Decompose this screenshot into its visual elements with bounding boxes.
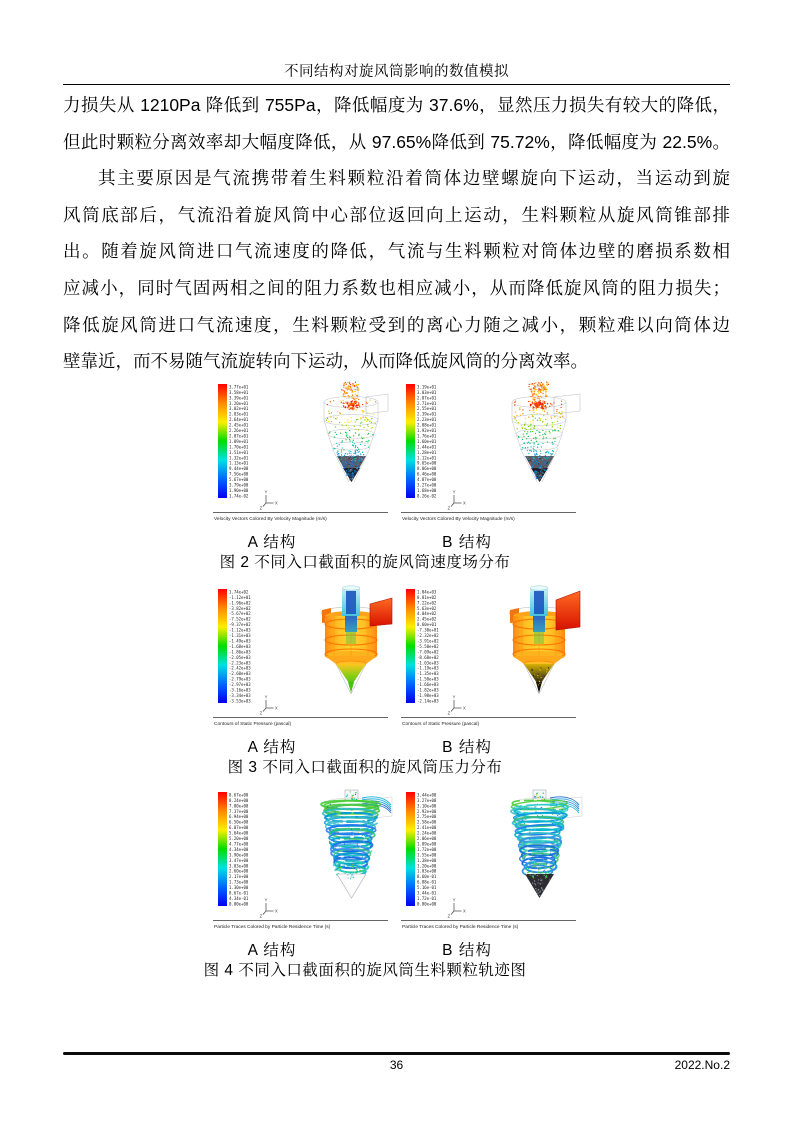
svg-text:-8.68e+02: -8.68e+02 xyxy=(417,654,439,660)
svg-text:3.39e+01: 3.39e+01 xyxy=(229,395,249,401)
svg-text:-1.98e+03: -1.98e+03 xyxy=(417,692,439,698)
svg-text:4.34e-01: 4.34e-01 xyxy=(229,895,249,901)
svg-text:7.80e+00: 7.80e+00 xyxy=(229,803,249,809)
svg-text:2.83e+01: 2.83e+01 xyxy=(229,411,249,417)
svg-text:1.72e+00: 1.72e+00 xyxy=(417,846,437,852)
svg-text:Contours of Static Pressure (p: Contours of Static Pressure (pascal) xyxy=(214,722,292,727)
svg-text:2.71e+01: 2.71e+01 xyxy=(417,400,437,406)
svg-text:5.63e+02: 5.63e+02 xyxy=(417,605,437,611)
svg-text:2.60e+00: 2.60e+00 xyxy=(229,868,249,874)
svg-text:6.94e+00: 6.94e+00 xyxy=(229,814,249,820)
svg-text:-3.53e+03: -3.53e+03 xyxy=(229,698,251,704)
svg-text:3.77e+01: 3.77e+01 xyxy=(229,384,249,390)
body-line: 壁靠近，而不易随气流旋转向下运动，从而降低旋风筒的分离效率。 xyxy=(63,351,588,372)
svg-text:-1.19e+03: -1.19e+03 xyxy=(417,665,439,671)
svg-text:2.08e+01: 2.08e+01 xyxy=(417,422,437,428)
svg-text:2.92e+00: 2.92e+00 xyxy=(417,808,437,814)
svg-text:-9.37e+02: -9.37e+02 xyxy=(229,622,251,628)
svg-text:3.47e+00: 3.47e+00 xyxy=(229,857,249,863)
svg-text:0.00e+00: 0.00e+00 xyxy=(229,901,249,907)
svg-text:6.46e+00: 6.46e+00 xyxy=(417,471,437,477)
svg-text:1.60e+01: 1.60e+01 xyxy=(417,438,437,444)
svg-text:X: X xyxy=(275,500,278,506)
svg-text:2.87e+01: 2.87e+01 xyxy=(417,395,437,401)
svg-text:3.03e+01: 3.03e+01 xyxy=(417,389,437,395)
svg-text:6.50e+00: 6.50e+00 xyxy=(229,819,249,825)
svg-text:5.67e+00: 5.67e+00 xyxy=(229,477,249,483)
svg-text:5.64e+00: 5.64e+00 xyxy=(229,830,249,836)
svg-text:1.89e+00: 1.89e+00 xyxy=(417,841,437,847)
body-line: 应减小，同时气固两相之间的阻力系数也相应减小，从而降低旋风筒的阻力损失； xyxy=(63,277,730,298)
svg-text:Z: Z xyxy=(447,505,451,511)
svg-text:Z: Z xyxy=(447,710,451,716)
svg-text:3.58e+01: 3.58e+01 xyxy=(229,389,249,395)
svg-text:2.45e+02: 2.45e+02 xyxy=(417,616,437,622)
svg-text:1.68e+00: 1.68e+00 xyxy=(417,487,437,493)
svg-text:9.44e+00: 9.44e+00 xyxy=(229,466,249,472)
svg-text:8.81e+02: 8.81e+02 xyxy=(417,594,437,600)
svg-text:-1.12e+03: -1.12e+03 xyxy=(229,627,251,633)
body-line: 风筒底部后，气流沿着旋风筒中心部位返回向上运动，生料颗粒从旋风筒锥部排 xyxy=(63,204,730,225)
body-text xyxy=(63,87,730,380)
figure-3-image-pair xyxy=(212,584,585,730)
svg-text:-2.14e+03: -2.14e+03 xyxy=(417,698,439,704)
svg-text:3.19e+01: 3.19e+01 xyxy=(417,384,437,390)
svg-text:5.20e+00: 5.20e+00 xyxy=(229,836,249,841)
svg-text:1.44e+01: 1.44e+01 xyxy=(417,444,437,450)
svg-text:4.77e+00: 4.77e+00 xyxy=(229,841,249,847)
subfigure-label-b: B 结构 xyxy=(442,739,492,756)
svg-text:7.56e+00: 7.56e+00 xyxy=(229,471,249,477)
figure-3-caption: 图 3 不同入口截面积的旋风筒压力分布 xyxy=(227,759,503,776)
svg-text:Y: Y xyxy=(452,489,456,495)
svg-text:X: X xyxy=(463,908,466,914)
svg-text:Y: Y xyxy=(452,897,456,903)
svg-text:2.55e+01: 2.55e+01 xyxy=(417,406,437,412)
subfigure-label-a: A 结构 xyxy=(247,534,297,551)
svg-text:-3.91e+02: -3.91e+02 xyxy=(417,638,439,644)
svg-text:1.20e+00: 1.20e+00 xyxy=(417,863,437,869)
svg-text:7.37e+00: 7.37e+00 xyxy=(229,808,249,814)
svg-text:8.06e+00: 8.06e+00 xyxy=(417,466,437,472)
svg-text:1.76e+01: 1.76e+01 xyxy=(417,433,437,439)
svg-text:Z: Z xyxy=(447,913,451,919)
svg-text:-2.05e+03: -2.05e+03 xyxy=(229,654,251,660)
svg-text:2.26e+01: 2.26e+01 xyxy=(229,428,249,433)
subfigure-label-b: B 结构 xyxy=(442,942,492,959)
figure-4-particle-trajectories xyxy=(0,787,793,992)
figure-3-subfigure-b-cfd-plot xyxy=(400,584,585,730)
svg-text:-3.34e+03: -3.34e+03 xyxy=(229,692,251,698)
svg-text:1.13e+01: 1.13e+01 xyxy=(229,460,249,466)
svg-text:2.58e+00: 2.58e+00 xyxy=(417,819,437,825)
figure-4-subfigure-b-cfd-plot xyxy=(400,787,585,933)
svg-text:-1.86e+03: -1.86e+03 xyxy=(229,649,251,655)
svg-text:Y: Y xyxy=(264,694,268,700)
svg-text:1.28e+01: 1.28e+01 xyxy=(417,449,437,455)
figure-3-pressure-distribution xyxy=(0,584,793,789)
subfigure-label-b: B 结构 xyxy=(442,534,492,551)
svg-text:X: X xyxy=(275,908,278,914)
subfigure-label-a: A 结构 xyxy=(247,739,297,756)
svg-text:1.55e+00: 1.55e+00 xyxy=(417,852,437,858)
svg-text:4.04e+02: 4.04e+02 xyxy=(417,611,437,617)
svg-text:Contours of Static Pressure (p: Contours of Static Pressure (pascal) xyxy=(402,722,480,727)
svg-text:-7.09e+02: -7.09e+02 xyxy=(417,649,439,655)
svg-text:3.02e+01: 3.02e+01 xyxy=(229,406,249,412)
svg-text:1.73e+00: 1.73e+00 xyxy=(229,879,249,885)
svg-text:X: X xyxy=(275,705,278,711)
svg-text:1.90e+00: 1.90e+00 xyxy=(229,487,249,493)
svg-text:-3.16e+03: -3.16e+03 xyxy=(229,687,251,693)
figure-4-subfigure-a-cfd-plot xyxy=(212,787,397,933)
figure-2-caption: 图 2 不同入口截面积的旋风筒速度场分布 xyxy=(219,554,511,571)
svg-text:5.16e-01: 5.16e-01 xyxy=(417,885,437,891)
header-rule xyxy=(63,84,730,85)
figure-2-image-pair xyxy=(212,379,585,525)
svg-text:2.17e+00: 2.17e+00 xyxy=(229,874,249,880)
svg-text:1.92e+01: 1.92e+01 xyxy=(417,428,437,433)
svg-text:4.34e+00: 4.34e+00 xyxy=(229,846,249,852)
svg-text:2.24e+00: 2.24e+00 xyxy=(417,830,437,836)
svg-text:2.75e+00: 2.75e+00 xyxy=(417,814,437,820)
svg-text:0.00e+00: 0.00e+00 xyxy=(417,901,437,907)
svg-text:-2.32e+02: -2.32e+02 xyxy=(417,633,439,638)
svg-text:Velocity Vectors Colored By Ve: Velocity Vectors Colored By Velocity Magnitude (m/s) xyxy=(214,517,327,522)
svg-text:4.87e+00: 4.87e+00 xyxy=(417,477,437,483)
svg-text:Y: Y xyxy=(264,489,268,495)
svg-text:Y: Y xyxy=(452,694,456,700)
svg-text:-1.66e+03: -1.66e+03 xyxy=(417,682,439,688)
subfigure-label-a: A 结构 xyxy=(247,942,297,959)
svg-text:2.64e+01: 2.64e+01 xyxy=(229,417,249,423)
svg-text:-2.60e+03: -2.60e+03 xyxy=(229,671,251,677)
figure-4-image-pair xyxy=(212,787,585,933)
figure-2-subfigure-a-cfd-plot xyxy=(212,379,397,525)
svg-text:X: X xyxy=(463,705,466,711)
svg-text:Velocity Vectors Colored By Ve: Velocity Vectors Colored By Velocity Magnitude (m/s) xyxy=(402,517,515,522)
svg-text:Y: Y xyxy=(264,897,268,903)
svg-text:1.70e+01: 1.70e+01 xyxy=(229,444,249,450)
svg-text:Particle Traces Colored by Par: Particle Traces Colored by Particle Residence Time (s) xyxy=(214,925,331,930)
svg-text:3.44e-01: 3.44e-01 xyxy=(417,890,437,896)
svg-text:2.07e+01: 2.07e+01 xyxy=(229,433,249,439)
figure-4-caption: 图 4 不同入口截面积的旋风筒生料颗粒轨迹图 xyxy=(203,962,527,979)
svg-text:6.07e+00: 6.07e+00 xyxy=(229,825,249,831)
svg-text:9.65e+00: 9.65e+00 xyxy=(417,460,437,466)
svg-text:3.03e+00: 3.03e+00 xyxy=(229,863,249,869)
svg-text:3.90e+00: 3.90e+00 xyxy=(229,852,249,858)
svg-text:1.72e-01: 1.72e-01 xyxy=(417,895,437,901)
svg-text:-1.49e+03: -1.49e+03 xyxy=(229,638,251,644)
svg-text:3.79e+00: 3.79e+00 xyxy=(229,482,249,488)
svg-text:-1.03e+03: -1.03e+03 xyxy=(417,660,439,666)
svg-text:-1.96e+02: -1.96e+02 xyxy=(229,600,251,606)
svg-text:3.27e+00: 3.27e+00 xyxy=(417,482,437,488)
body-line: 力损失从 1210Pa 降低到 755Pa，降低幅度为 37.6%，显然压力损失有较大的降低， xyxy=(63,95,730,115)
issue-label: 2022.No.2 xyxy=(674,1058,730,1072)
svg-text:-5.67e+02: -5.67e+02 xyxy=(229,611,251,617)
svg-text:1.74e+02: 1.74e+02 xyxy=(229,589,249,595)
svg-text:6.88e-01: 6.88e-01 xyxy=(417,879,437,885)
svg-text:2.41e+00: 2.41e+00 xyxy=(417,825,437,831)
svg-text:3.10e+00: 3.10e+00 xyxy=(417,803,437,809)
body-line: 出。随着旋风筒进口气流速度的降低，气流与生料颗粒对筒体边壁的磨损系数相 xyxy=(63,241,730,262)
svg-text:-1.68e+03: -1.68e+03 xyxy=(229,643,251,649)
svg-text:-7.30e+01: -7.30e+01 xyxy=(417,627,439,633)
svg-text:1.89e+01: 1.89e+01 xyxy=(229,438,249,444)
svg-text:-1.31e+03: -1.31e+03 xyxy=(229,633,251,638)
svg-text:1.51e+01: 1.51e+01 xyxy=(229,449,249,455)
footer xyxy=(63,1058,730,1072)
body-line: 但此时颗粒分离效率却大幅度降低，从 97.65%降低到 75.72%，降低幅度为 22.5%。 xyxy=(63,131,730,152)
svg-text:1.12e+01: 1.12e+01 xyxy=(417,455,437,461)
footer-rule xyxy=(63,1052,730,1055)
svg-text:2.45e+01: 2.45e+01 xyxy=(229,422,249,428)
svg-text:8.60e-01: 8.60e-01 xyxy=(417,874,437,880)
svg-text:-1.50e+03: -1.50e+03 xyxy=(417,676,439,682)
svg-text:2.06e+00: 2.06e+00 xyxy=(417,836,437,841)
page-number: 36 xyxy=(389,1058,404,1072)
figure-2-velocity-field xyxy=(0,379,793,584)
svg-text:1.32e+01: 1.32e+01 xyxy=(229,455,249,461)
svg-text:Z: Z xyxy=(259,913,263,919)
svg-text:1.38e+00: 1.38e+00 xyxy=(417,857,437,863)
svg-text:Z: Z xyxy=(259,505,263,511)
svg-text:8.60e+01: 8.60e+01 xyxy=(417,622,437,628)
svg-text:-1.82e+03: -1.82e+03 xyxy=(417,687,439,693)
svg-text:-1.35e+03: -1.35e+03 xyxy=(417,671,439,677)
svg-text:8.26e-02: 8.26e-02 xyxy=(417,493,437,499)
svg-text:Z: Z xyxy=(259,710,263,716)
svg-text:-1.12e+01: -1.12e+01 xyxy=(229,594,251,600)
svg-text:-2.42e+03: -2.42e+03 xyxy=(229,665,251,671)
svg-text:1.74e-02: 1.74e-02 xyxy=(229,493,249,499)
running-head-title: 不同结构对旋风筒影响的数值模拟 xyxy=(284,64,509,80)
svg-text:3.27e+00: 3.27e+00 xyxy=(417,797,437,803)
svg-text:-7.52e+02: -7.52e+02 xyxy=(229,616,251,622)
svg-text:8.67e+00: 8.67e+00 xyxy=(229,792,249,798)
svg-text:-2.97e+03: -2.97e+03 xyxy=(229,682,251,688)
body-line: 降低旋风筒进口气流速度，生料颗粒受到的离心力随之减小，颗粒难以向筒体边 xyxy=(63,314,730,335)
figure-3-subfigure-a-cfd-plot xyxy=(212,584,397,730)
svg-text:-2.23e+03: -2.23e+03 xyxy=(229,660,251,666)
svg-text:3.44e+00: 3.44e+00 xyxy=(417,792,437,798)
svg-text:-2.79e+03: -2.79e+03 xyxy=(229,676,251,682)
svg-text:2.23e+01: 2.23e+01 xyxy=(417,417,437,423)
svg-text:Particle Traces Colored by Par: Particle Traces Colored by Particle Residence Time (s) xyxy=(402,925,519,930)
figure-2-subfigure-b-cfd-plot xyxy=(400,379,585,525)
svg-text:7.22e+02: 7.22e+02 xyxy=(417,600,437,606)
svg-text:8.67e-01: 8.67e-01 xyxy=(229,890,249,896)
svg-text:8.24e+00: 8.24e+00 xyxy=(229,797,249,803)
body-line: 其主要原因是气流携带着生料颗粒沿着筒体边壁螺旋向下运动，当运动到旋 xyxy=(98,168,730,189)
svg-text:1.30e+00: 1.30e+00 xyxy=(229,885,249,891)
svg-text:1.03e+00: 1.03e+00 xyxy=(417,868,437,874)
svg-text:3.20e+01: 3.20e+01 xyxy=(229,400,249,406)
svg-text:1.04e+03: 1.04e+03 xyxy=(417,589,437,595)
svg-text:2.39e+01: 2.39e+01 xyxy=(417,411,437,417)
svg-text:X: X xyxy=(463,500,466,506)
svg-text:-5.50e+02: -5.50e+02 xyxy=(417,643,439,649)
svg-text:-3.82e+02: -3.82e+02 xyxy=(229,605,251,611)
